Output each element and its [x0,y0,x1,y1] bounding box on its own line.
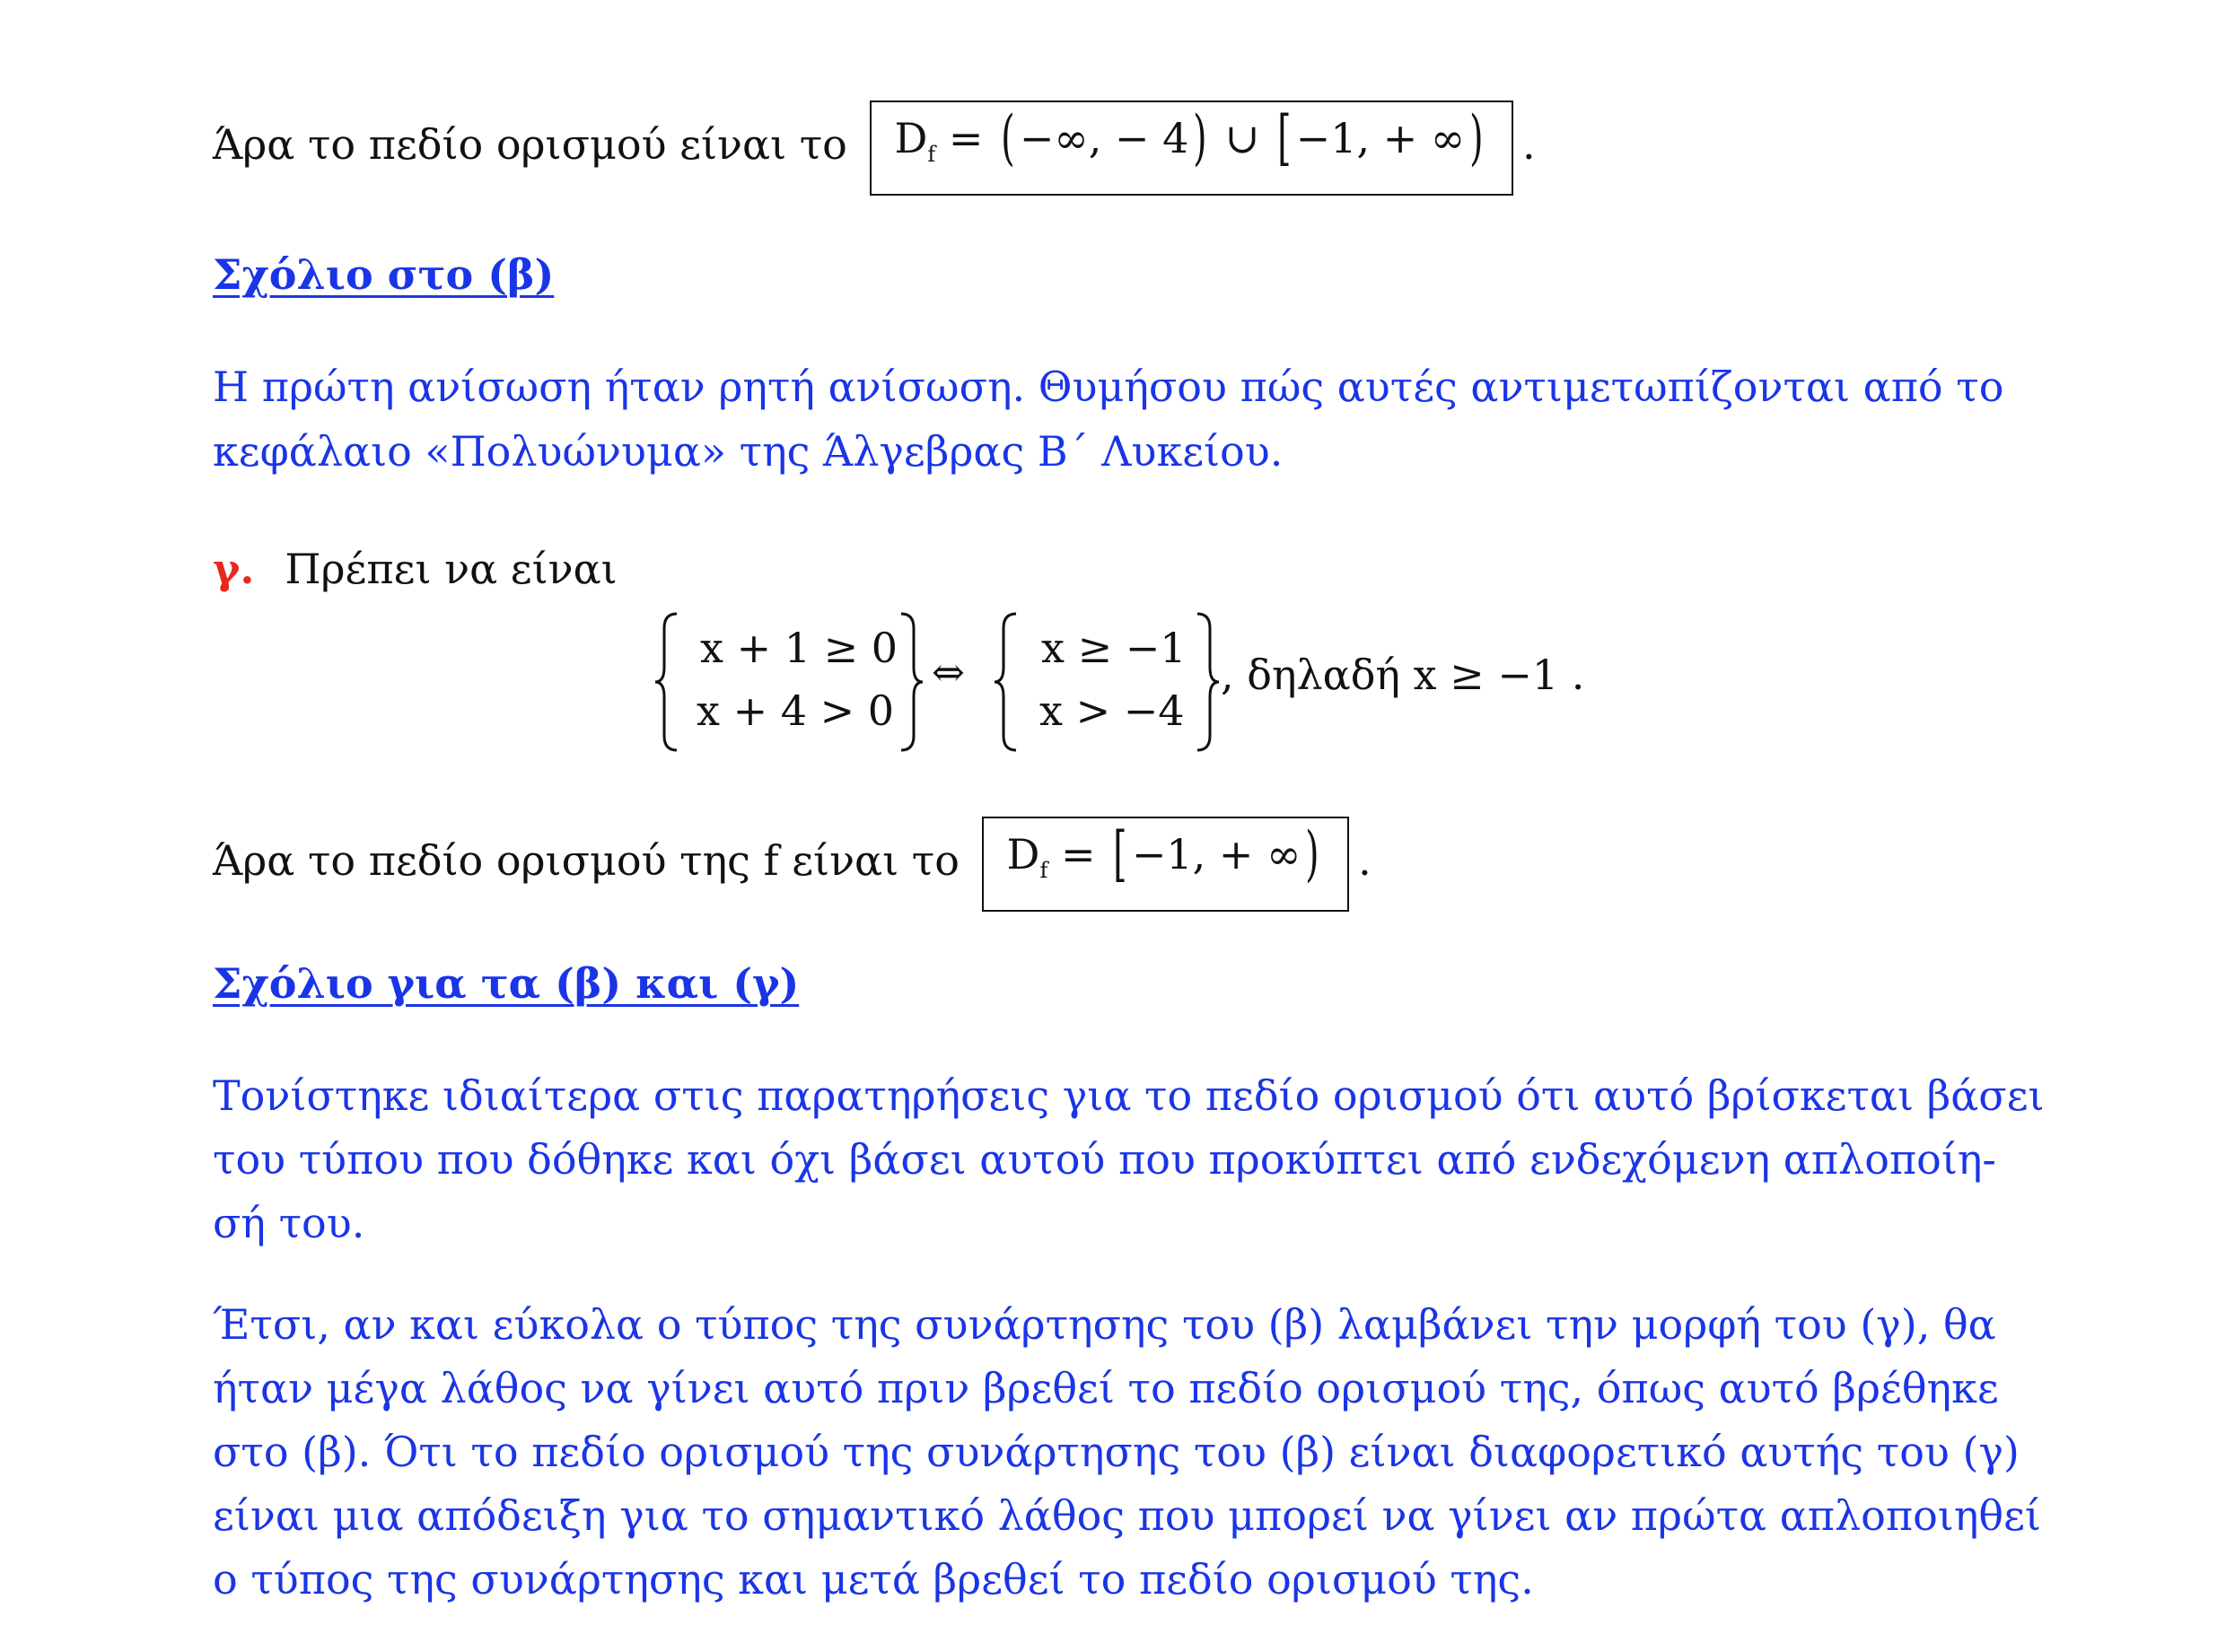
comment-bc-para2-line-5: ο τύπος της συνάρτησης και μετά βρεθεί το πεδίο ορισμού της. [213,1555,1534,1604]
domain-statement-b [213,101,1536,196]
domain-symbol: D [894,114,928,162]
comment-bc-para2-line-1: Έτσι, αν και εύκολα ο τύπος της συνάρτησης του (β) λαμβάνει την μορφή του (γ), θα [213,1300,1996,1349]
right-system [993,610,1226,754]
equals-sign: = [948,114,997,162]
open-bracket-c: [ [1113,819,1127,888]
domain-subscript-c: f [1039,858,1048,883]
comment-bc-para1-line-2: του τύπου που δόθηκε και όχι βάσει αυτού που προκύπτει από ενδεχόμενη απλοποίη- [213,1135,1996,1184]
equivalence-symbol: ⇔ [932,650,965,695]
right-system-row-2: x > −4 [1039,686,1185,735]
conclusion-text: , δηλαδή [1221,651,1400,699]
comment-bc-para2-line-2: ήταν μέγα λάθος να γίνει αυτό πριν βρεθεί το πεδίο ορισμού της, όπως αυτό βρέθηκε [213,1364,1999,1412]
close-paren-2: ) [1469,103,1484,172]
comment-b-line-2: κεφάλαιο «Πολυώνυμα» της Άλγεβρας Β΄ Λυκείου. [213,427,1284,476]
comment-b-heading: Σχόλιο στο (β) [213,250,555,299]
period: . [1521,120,1536,169]
domain-result-box-c [982,817,1350,912]
left-brace-close [898,610,925,754]
close-paren-c: ) [1305,819,1320,888]
comment-bc-para1-line-3: σή του. [213,1199,365,1247]
open-paren: ( [1001,103,1015,172]
right-system-row-1: x ≥ −1 [1041,624,1187,672]
open-bracket: [ [1277,103,1292,172]
close-paren: ) [1193,103,1207,172]
period-c: . [1358,836,1372,885]
domain-statement-c-text: Άρα το πεδίο ορισμού της f είναι το [213,836,960,885]
comment-bc-para2-line-4: είναι μια απόδειξη για το σημαντικό λάθος που μπορεί να γίνει αν πρώτα απλοποιηθεί [213,1491,2041,1540]
domain-result-box [870,101,1513,196]
left-system-row-2: x + 4 > 0 [697,686,895,735]
domain-statement-c [213,817,1372,912]
part-c-intro [213,537,618,601]
domain-statement-text: Άρα το πεδίο ορισμού είναι το [213,120,847,169]
domain-symbol-c: D [1006,830,1040,878]
interval-one: −∞, − 4 [1019,114,1189,162]
comment-b-line-1: Η πρώτη ανίσωση ήταν ρητή ανίσωση. Θυμήσου πώς αυτές αντιμετωπίζονται από το [213,363,2004,411]
left-system-row-1: x + 1 ≥ 0 [700,624,898,672]
left-system [653,610,923,754]
comment-bc-heading: Σχόλιο για τα (β) και (γ) [213,959,800,1008]
left-brace-open [653,610,680,754]
system-conclusion [1221,648,1584,702]
comment-bc-para2-line-3: στο (β). Ότι το πεδίο ορισμού της συνάρτησης του (β) είναι διαφορετικό αυτής του (γ) [213,1428,2020,1476]
part-c-label: γ. [213,545,255,593]
right-brace-close [1194,610,1221,754]
right-brace-open [993,610,1020,754]
domain-subscript: f [927,142,936,167]
equals-sign-c: = [1060,830,1109,878]
part-c-text: Πρέπει να είναι [285,545,618,593]
interval-two: −1, + ∞ [1295,114,1466,162]
union-symbol: ∪ [1212,114,1273,162]
conclusion-math: x ≥ −1 . [1413,651,1585,699]
comment-bc-para1-line-1: Τονίστηκε ιδιαίτερα στις παρατηρήσεις για το πεδίο ορισμού ότι αυτό βρίσκεται βάσει [213,1071,2045,1120]
interval-c: −1, + ∞ [1131,830,1301,878]
